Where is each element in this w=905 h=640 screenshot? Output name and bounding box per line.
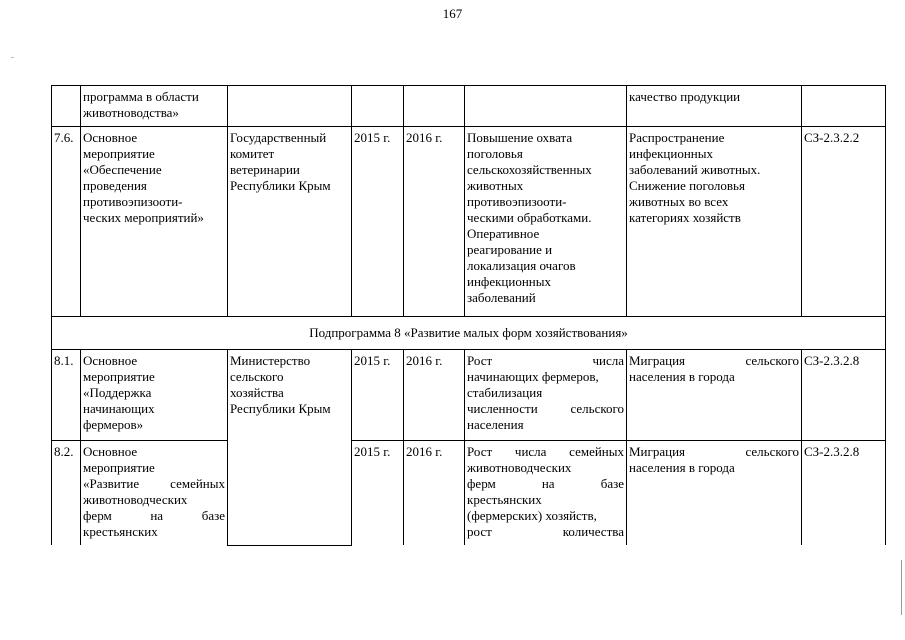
text-line: сельскохозяйственных — [467, 162, 592, 177]
text-line: начинающих фермеров, — [467, 369, 599, 384]
text-line: проведения — [83, 178, 147, 193]
text-line: ветеринарии — [230, 162, 300, 177]
text-line: животноводческих — [467, 460, 572, 475]
cell-end-year: 2016 г. — [404, 441, 465, 546]
scan-speck — [11, 57, 14, 58]
text-line: Основное — [83, 444, 138, 459]
text-line: крестьянских — [467, 492, 542, 507]
text-line: инфекционных — [629, 146, 713, 161]
cell-activity-name — [81, 350, 228, 441]
text-line: мероприятие — [83, 146, 155, 161]
text-line: заболеваний — [467, 290, 536, 305]
cell-end-year: 2016 г. — [404, 350, 465, 441]
cell-number: 8.1. — [52, 350, 81, 441]
text-line: начинающих — [83, 401, 155, 416]
cell-consequence — [627, 350, 802, 441]
text-line: хозяйства — [230, 385, 284, 400]
table-row — [52, 350, 886, 441]
cell-executor — [228, 350, 352, 546]
text-line: Основное — [83, 353, 138, 368]
cell-end-year: 2016 г. — [404, 127, 465, 317]
cell-expected-result — [465, 441, 627, 546]
text-line: «Поддержка — [83, 385, 152, 400]
text-line: населения — [467, 417, 524, 432]
cell-code: СЗ-2.3.2.2 — [802, 127, 886, 317]
text-line: Рост числа семейных — [467, 444, 624, 459]
text-line: Основное — [83, 130, 138, 145]
cell-consequence — [627, 86, 802, 127]
cell-code: СЗ-2.3.2.8 — [802, 441, 886, 546]
text-line: ферм на базе — [83, 508, 225, 523]
cell-expected-result — [465, 86, 627, 127]
text-line: Распространение — [629, 130, 725, 145]
text-line: животноводческих — [83, 492, 188, 507]
text-line: мероприятие — [83, 369, 155, 384]
text-line: Снижение поголовья — [629, 178, 745, 193]
text-line: стабилизация — [467, 385, 543, 400]
table-row — [52, 127, 886, 317]
program-table — [51, 85, 886, 546]
cell-expected-result — [465, 350, 627, 441]
cell-start-year: 2015 г. — [352, 441, 404, 546]
text-line: Миграция сельского — [629, 444, 799, 459]
cell-expected-result — [465, 127, 627, 317]
text-line: инфекционных — [467, 274, 551, 289]
scan-edge-mark — [901, 560, 902, 615]
text-line: локализация очагов — [467, 258, 576, 273]
text-line: комитет — [230, 146, 275, 161]
cell-end-year — [404, 86, 465, 127]
cell-number — [52, 86, 81, 127]
cell-activity-name — [81, 86, 228, 127]
text-line: Миграция сельского — [629, 353, 799, 368]
cell-activity-name — [81, 441, 228, 546]
cell-code — [802, 86, 886, 127]
text-line: животных во всех — [629, 194, 729, 209]
text-line: мероприятие — [83, 460, 155, 475]
text-line: животных — [467, 178, 524, 193]
text-line: населения в города — [629, 369, 735, 384]
text-line: сельского — [230, 369, 284, 384]
page-number: 167 — [442, 6, 463, 21]
cell-start-year — [352, 86, 404, 127]
text-line: численности сельского — [467, 401, 624, 416]
cell-activity-name — [81, 127, 228, 317]
subprogram-title: Подпрограмма 8 «Развитие малых форм хозяйствования» — [52, 317, 886, 350]
text-line: ферм на базе — [467, 476, 624, 491]
text-line: заболеваний животных. — [629, 162, 761, 177]
table-row — [52, 441, 886, 546]
cell-code: СЗ-2.3.2.8 — [802, 350, 886, 441]
table-row — [52, 86, 886, 127]
text-line: Министерство — [230, 353, 311, 368]
text-line: реагирование и — [467, 242, 553, 257]
cell-number: 7.6. — [52, 127, 81, 317]
text-line: Оперативное — [467, 226, 540, 241]
text-line: программа в области — [83, 89, 199, 104]
cell-number: 8.2. — [52, 441, 81, 546]
text-line: рост количества — [467, 524, 624, 539]
text-line: крестьянских — [83, 524, 158, 539]
text-line: категориях хозяйств — [629, 210, 741, 225]
text-line: фермеров» — [83, 417, 144, 432]
cell-executor — [228, 86, 352, 127]
text-line: Повышение охвата — [467, 130, 573, 145]
text-line: поголовья — [467, 146, 523, 161]
cell-executor — [228, 127, 352, 317]
text-line: Государственный — [230, 130, 327, 145]
text-line: животноводства» — [83, 105, 179, 120]
text-line: «Развитие семейных — [83, 476, 225, 491]
text-line: Республики Крым — [230, 178, 331, 193]
cell-consequence — [627, 127, 802, 317]
text-line: населения в города — [629, 460, 735, 475]
text-line: Рост числа — [467, 353, 624, 368]
cell-consequence — [627, 441, 802, 546]
text-line: качество продукции — [629, 89, 741, 104]
text-line: противоэпизооти- — [83, 194, 183, 209]
cell-start-year: 2015 г. — [352, 127, 404, 317]
text-line: ческими обработками. — [467, 210, 592, 225]
text-line: ческих мероприятий» — [83, 210, 204, 225]
cell-start-year: 2015 г. — [352, 350, 404, 441]
text-line: «Обеспечение — [83, 162, 162, 177]
text-line: Республики Крым — [230, 401, 331, 416]
text-line: противоэпизооти- — [467, 194, 567, 209]
text-line: (фермерских) хозяйств, — [467, 508, 597, 523]
subprogram-header-row — [52, 317, 886, 350]
